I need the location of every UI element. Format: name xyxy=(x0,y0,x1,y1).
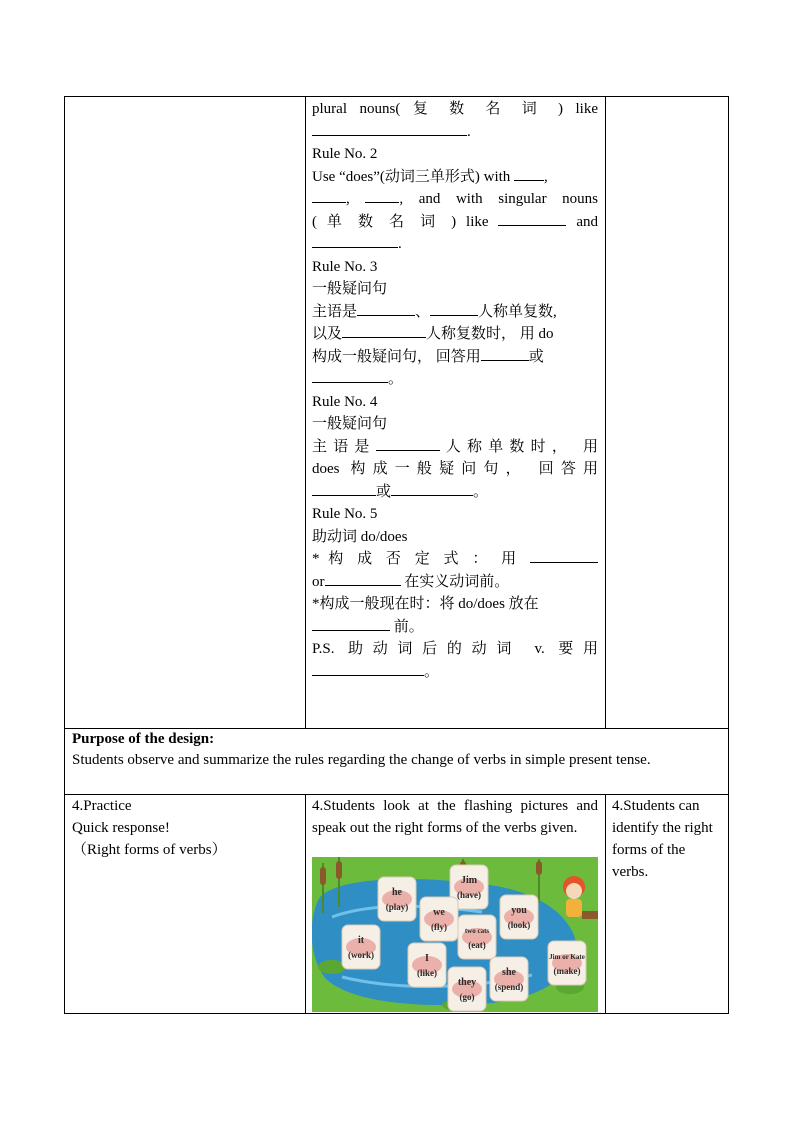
blank-field[interactable] xyxy=(312,481,376,496)
practice-title: 4.Practice xyxy=(72,798,132,814)
card-verb: (make) xyxy=(553,966,581,976)
rule5-title: Rule No. 5 xyxy=(312,506,378,522)
blank-field[interactable] xyxy=(312,368,388,383)
practice-col3-text: 4.Students can identify the right forms of the verbs. xyxy=(612,798,713,880)
rule2-line-d: . xyxy=(312,233,598,256)
flash-card[interactable] xyxy=(448,967,486,1011)
ps-line: P.S. 助动词后的动词 v. 要用 xyxy=(312,641,598,657)
card-subject: two cats xyxy=(464,927,490,935)
table-border-bottom xyxy=(64,1013,729,1014)
rule4-subtitle: 一般疑问句 xyxy=(312,416,388,432)
purpose-cell xyxy=(72,729,722,771)
purpose-text: Students observe and summarize the rules regarding the change of verbs in simple present tense. xyxy=(72,752,651,768)
card-subject: we xyxy=(433,907,445,918)
flash-card[interactable] xyxy=(458,915,496,959)
blank-field[interactable] xyxy=(391,481,473,496)
card-verb: (go) xyxy=(459,992,475,1002)
card-subject: I xyxy=(425,953,429,964)
blank-field[interactable] xyxy=(312,616,390,631)
card-verb: (work) xyxy=(348,950,374,960)
blank-field[interactable] xyxy=(312,188,346,203)
card-subject: he xyxy=(392,887,402,898)
blank-field[interactable] xyxy=(514,166,544,181)
card-subject: they xyxy=(457,977,477,988)
card-verb: (play) xyxy=(385,902,409,912)
card-subject: she xyxy=(502,967,516,978)
blank-field[interactable] xyxy=(365,188,399,203)
rule3-line-a: 主语是 、 人称单复数, xyxy=(312,301,598,324)
rule4-title: Rule No. 4 xyxy=(312,393,378,410)
rule5-subtitle: 助动词 do/does xyxy=(312,528,408,545)
card-verb: (have) xyxy=(457,890,481,900)
card-verb: (spend) xyxy=(494,982,524,992)
rule3-line-d: 。 xyxy=(312,368,598,391)
practice-col1 xyxy=(72,795,300,861)
practice-col2-text: 4.Students look at the flashing pictures and speak out the right forms of the verbs given. xyxy=(312,798,598,836)
col-divider-2-bottom xyxy=(605,794,606,1013)
flash-card[interactable] xyxy=(378,877,416,921)
rule4-line-a: 主语是 人称单数时， 用 xyxy=(312,436,598,459)
table-border-left xyxy=(64,96,65,1014)
practice-note: （Right forms of verbs） xyxy=(72,842,227,858)
flash-card[interactable] xyxy=(342,925,380,969)
col-divider-2-top xyxy=(605,96,606,728)
blank-field[interactable] xyxy=(357,301,415,316)
rule4-line-c: 或 。 xyxy=(312,481,598,504)
ps-line-end: 。 xyxy=(312,661,598,684)
rule5-line-a: * 构 成 否 定 式 ： 用 xyxy=(312,548,598,571)
col-divider-1-bottom xyxy=(305,794,306,1013)
practice-col3 xyxy=(612,795,724,883)
card-verb: (eat) xyxy=(468,940,486,950)
flash-card[interactable] xyxy=(548,941,586,985)
blank-field[interactable] xyxy=(342,323,426,338)
blank-field[interactable] xyxy=(325,571,401,586)
blank-field[interactable] xyxy=(312,661,424,676)
col-divider-1-top xyxy=(305,96,306,728)
pond-game-picture xyxy=(312,857,598,1012)
card-subject: Jim or Kate xyxy=(549,953,585,961)
card-verb: (fly) xyxy=(431,922,447,932)
card-verb: (like) xyxy=(417,968,437,978)
practice-subtitle: Quick response! xyxy=(72,820,170,836)
rule3-line-c: 构成一般疑问句， 回答用 或 xyxy=(312,346,598,369)
card-subject: you xyxy=(511,905,527,916)
rule3-line-b: 以及 人称复数时， 用 do xyxy=(312,323,598,346)
flash-card[interactable] xyxy=(408,943,446,987)
rule5-line-b: or 在实义动词前。 xyxy=(312,571,598,594)
blank-field[interactable] xyxy=(530,548,598,563)
rules-cell xyxy=(312,98,598,683)
table-border-right xyxy=(728,96,729,1014)
rule1-line: plural nouns( 复 数 名 词 ) like xyxy=(312,101,598,117)
table-border-top xyxy=(64,96,729,97)
rule5-line-d: 前。 xyxy=(312,616,598,639)
practice-col2 xyxy=(312,795,598,839)
rule4-line-b: does 构成一般疑问句， 回答用 xyxy=(312,461,598,477)
rule2-line-b: , , and with singular nouns xyxy=(312,188,598,211)
purpose-heading: Purpose of the design: xyxy=(72,731,215,747)
flash-card[interactable] xyxy=(500,895,538,939)
blank-field[interactable] xyxy=(312,233,398,248)
blank-field[interactable] xyxy=(481,346,529,361)
rule2-line-a: Use “does”(动词三单形式) with , xyxy=(312,166,598,189)
flash-card[interactable] xyxy=(490,957,528,1001)
blank-field[interactable] xyxy=(312,121,467,136)
blank-field[interactable] xyxy=(376,436,440,451)
rule3-subtitle: 一般疑问句 xyxy=(312,281,388,297)
card-verb: (look) xyxy=(507,920,531,930)
flash-card[interactable] xyxy=(420,897,458,941)
rule1-blank-line: . xyxy=(312,121,598,144)
rule2-title: Rule No. 2 xyxy=(312,146,378,162)
card-subject: it xyxy=(357,935,365,946)
pond-illustration xyxy=(312,857,598,1012)
card-subject: Jim xyxy=(460,875,478,886)
rule2-line-c: ( 单 数 名 词 ) like and xyxy=(312,211,598,234)
rule5-line-c: *构成一般现在时：将 do/does 放在 xyxy=(312,596,539,612)
rule3-title: Rule No. 3 xyxy=(312,258,378,275)
blank-field[interactable] xyxy=(498,211,566,226)
blank-field[interactable] xyxy=(430,301,478,316)
